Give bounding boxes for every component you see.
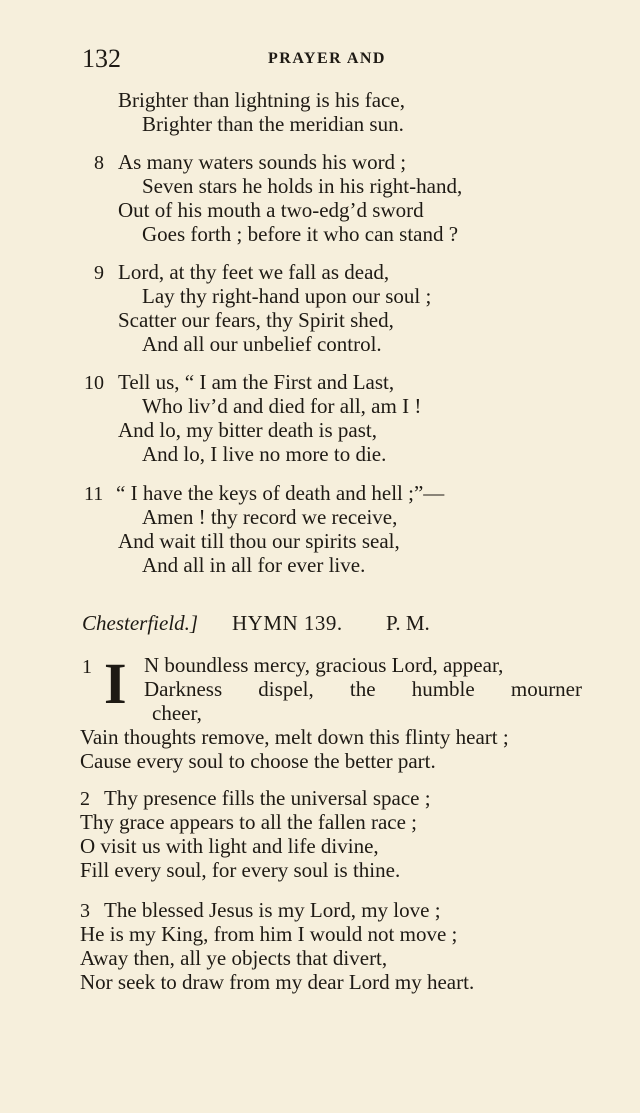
verse-line: Fill every soul, for every soul is thine. <box>80 858 401 882</box>
verse-line: And lo, my bitter death is past, <box>118 418 377 442</box>
verse-line: He is my King, from him I would not move ; <box>80 922 458 946</box>
verse-line: Seven stars he holds in his right-hand, <box>142 174 463 198</box>
verse-line: Thy grace appears to all the fallen race ; <box>80 810 417 834</box>
verse-line: And all our unbelief control. <box>142 332 382 356</box>
verse-line: O visit us with light and life divine, <box>80 834 379 858</box>
verse-number: 8 <box>94 152 104 174</box>
verse-line: And all in all for ever live. <box>142 553 366 577</box>
running-head: PRAYER AND <box>268 50 386 67</box>
verse-number: 3 <box>80 900 90 922</box>
verse-line: Darkness dispel, the humble mourner <box>144 677 582 701</box>
verse-line: Away then, all ye objects that divert, <box>80 946 388 970</box>
verse-number: 11 <box>84 483 104 505</box>
verse-line: Who liv’d and died for all, am I ! <box>142 394 422 418</box>
verse-line: “ I have the keys of death and hell ;”— <box>116 481 445 505</box>
verse-line: As many waters sounds his word ; <box>118 150 407 174</box>
verse-line: Amen ! thy record we receive, <box>142 505 398 529</box>
verse-line: Vain thoughts remove, melt down this flinty heart ; <box>80 725 509 749</box>
verse-line: Cause every soul to choose the better part. <box>80 749 436 773</box>
page-header <box>82 44 582 80</box>
verse-line: The blessed Jesus is my Lord, my love ; <box>104 898 441 922</box>
verse-line: N boundless mercy, gracious Lord, appear, <box>144 653 504 677</box>
verse-line: Lay thy right-hand upon our soul ; <box>142 284 432 308</box>
verse-line: Brighter than the meridian sun. <box>142 112 404 136</box>
page-number: 132 <box>82 44 121 73</box>
verse-line: Lord, at thy feet we fall as dead, <box>118 260 390 284</box>
verse-line: Scatter our fears, thy Spirit shed, <box>118 308 394 332</box>
verse-number: 2 <box>80 788 90 810</box>
tune-name: Chesterfield.] <box>82 611 199 635</box>
verse-line: Out of his mouth a two-edg’d sword <box>118 198 424 222</box>
verse-line: Goes forth ; before it who can stand ? <box>142 222 459 246</box>
drop-cap: I <box>104 651 127 716</box>
verse-line: cheer, <box>152 701 202 725</box>
verse-line: Tell us, “ I am the First and Last, <box>118 370 395 394</box>
verse-line: Brighter than lightning is his face, <box>118 88 405 112</box>
hymn-number: HYMN 139. <box>232 611 343 635</box>
verse-number: 10 <box>84 372 104 394</box>
verse-number: 9 <box>94 262 104 284</box>
verse-line: Nor seek to draw from my dear Lord my heart. <box>80 970 475 994</box>
verse-number: 1 <box>82 656 92 678</box>
hymn-meter: P. M. <box>386 611 430 635</box>
verse-line: And wait till thou our spirits seal, <box>118 529 400 553</box>
verse-line: And lo, I live no more to die. <box>142 442 387 466</box>
verse-line: Thy presence fills the universal space ; <box>104 786 431 810</box>
